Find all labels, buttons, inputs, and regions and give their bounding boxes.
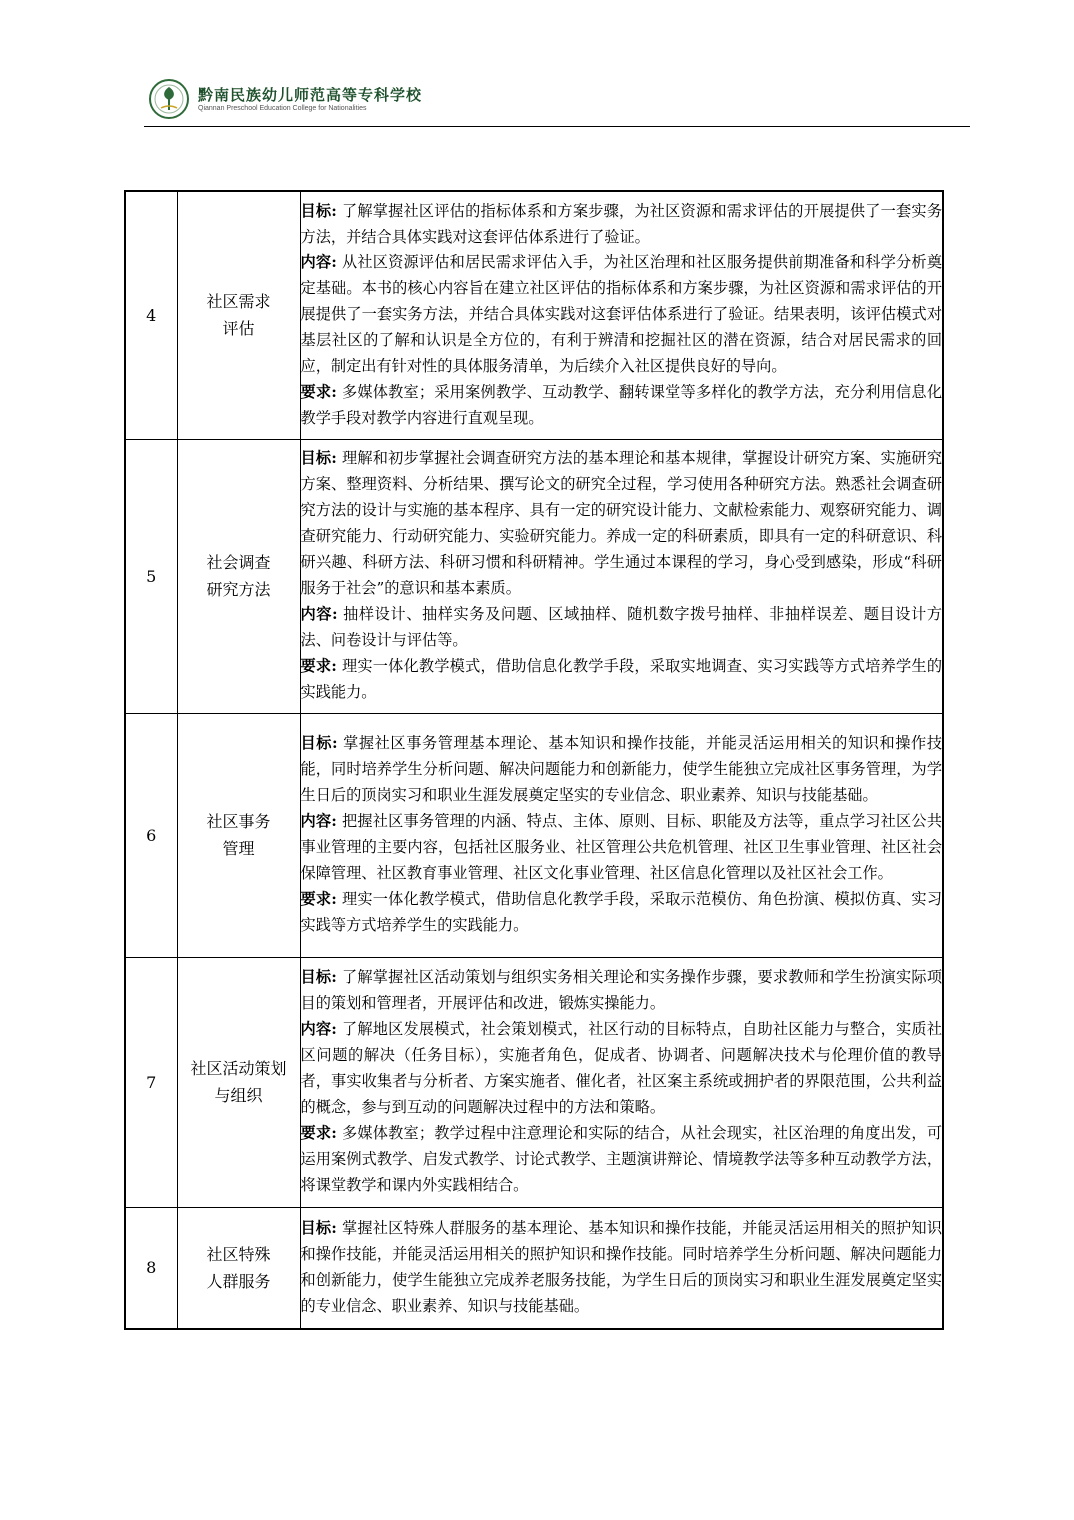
requirement-paragraph — [301, 887, 943, 939]
goal-text: 了解掌握社区活动策划与组织实务相关理论和实务操作步骤，要求教师和学生扮演实际项目的策划和管理者，开展评估和改进，锻炼实操能力。 — [300, 968, 943, 1013]
goal-paragraph — [301, 446, 943, 601]
course-name-line: 社区特殊 — [206, 1244, 271, 1264]
goal-text: 理解和初步掌握社会调查研究方法的基本理论和基本规律，掌握设计研究方案、实施研究方案、整理资料、分析结果、撰写论文的研究全过程，学习使用各种研究方法。熟悉社会调查研究方法的设计与实施的基本程序、具有一定的研究设计能力、文献检索能力、观察研究能力、调查研究能力、行动研究能力、实验研究能力。养成一定的科研素质，即具有一定的科研意识、科研兴趣、科研方法、科研习惯和科研精神。学生通过本课程的学习，身心受到感染，形成“科研服务于社会”的意识和基本素质。 — [300, 449, 943, 597]
course-number: 5 — [125, 439, 177, 713]
course-name-line: 人群服务 — [206, 1271, 271, 1291]
goal-paragraph — [301, 1216, 943, 1320]
page-header — [148, 78, 974, 126]
course-name-line: 与组织 — [214, 1086, 263, 1105]
course-description — [300, 439, 943, 713]
content-label: 内容: — [300, 1020, 337, 1039]
requirement-paragraph — [301, 654, 943, 706]
course-name — [177, 1207, 300, 1329]
course-number: 7 — [125, 957, 177, 1207]
content-paragraph — [301, 809, 943, 887]
requirement-paragraph — [301, 1121, 943, 1199]
goal-label: 目标: — [300, 1218, 337, 1237]
goal-label: 目标: — [300, 449, 337, 468]
content-paragraph — [301, 602, 943, 654]
requirement-label: 要求: — [300, 889, 337, 908]
table-row — [125, 1207, 943, 1329]
school-name-english: Qiannan Preschool Education College for Nationalities — [198, 105, 367, 112]
goal-label: 目标: — [300, 734, 338, 753]
course-table — [124, 190, 944, 1330]
requirement-label: 要求: — [300, 656, 337, 675]
course-name-line: 社区事务 — [206, 812, 271, 831]
goal-paragraph — [301, 965, 943, 1017]
goal-text: 掌握社区特殊人群服务的基本理论、基本知识和操作技能，并能灵活运用相关的照护知识和操作技能，并能灵活运用相关的照护知识和操作技能。同时培养学生分析问题、解决问题能力和创新能力，使学生能独立完成养老服务技能，为学生日后的顶岗实习和职业生涯发展奠定坚实的专业信念、职业素养、知识与技能基础。 — [300, 1218, 943, 1315]
table-row — [125, 439, 943, 713]
course-name — [177, 439, 300, 713]
course-name-line: 研究方法 — [206, 580, 271, 599]
course-description — [300, 957, 943, 1207]
table-row — [125, 713, 943, 957]
content-label: 内容: — [300, 812, 337, 831]
content-text: 从社区资源评估和居民需求评估入手，为社区治理和社区服务提供前期准备和科学分析奠定基础。本书的核心内容旨在建立社区评估的指标体系和方案步骤，为社区资源和需求评估的开展提供了一套实务方法，并结合具体实践对这套评估体系进行了验证。结果表明，该评估模式对基层社区的了解和认识是全方位的，有利于辨清和挖掘社区的潜在资源，结合对居民需求的回应，制定出有针对性的具体服务清单，为后续介入社区提供良好的导向。 — [300, 253, 943, 376]
course-name — [177, 957, 300, 1207]
course-number: 4 — [125, 191, 177, 439]
course-name — [177, 713, 300, 957]
requirement-label: 要求: — [300, 383, 337, 402]
course-name-line: 社区需求 — [206, 292, 271, 312]
header-divider — [144, 126, 970, 127]
goal-text: 掌握社区事务管理基本理论、基本知识和操作技能，并能灵活运用相关的知识和操作技能，同时培养学生分析问题、解决问题能力和创新能力，使学生能独立完成社区事务管理，为学生日后的顶岗实习和职业生涯发展奠定坚实的专业信念、职业素养、知识与技能基础。 — [300, 734, 943, 805]
goal-label: 目标: — [300, 968, 337, 987]
course-name-line: 管理 — [222, 839, 255, 858]
content-paragraph — [301, 250, 943, 380]
requirement-paragraph — [301, 380, 943, 432]
table-row — [125, 957, 943, 1207]
content-text: 了解地区发展模式，社会策划模式，社区行动的目标特点，自助社区能力与整合，实质社区问题的解决（任务目标），实施者角色，促成者、协调者、问题解决技术与伦理价值的教导者，事实收集者与分析者、方案实施者、催化者，社区案主系统或拥护者的界限范围，公共利益的概念，参与到互动的问题解决过程中的方法和策略。 — [300, 1020, 943, 1116]
requirement-text: 理实一体化教学模式，借助信息化教学手段，采取实地调查、实习实践等方式培养学生的实践能力。 — [300, 656, 943, 701]
content-label: 内容: — [300, 604, 338, 623]
course-name-line: 社区活动策划 — [190, 1059, 287, 1078]
school-emblem-icon — [148, 78, 190, 120]
requirement-text: 理实一体化教学模式，借助信息化教学手段，采取示范模仿、角色扮演、模拟仿真、实习实践等方式培养学生的实践能力。 — [300, 889, 943, 934]
course-description — [300, 1207, 943, 1329]
goal-label: 目标: — [300, 201, 337, 220]
course-number: 6 — [125, 713, 177, 957]
course-name-line: 评估 — [222, 319, 255, 339]
content-text: 抽样设计、抽样实务及问题、区域抽样、随机数字拨号抽样、非抽样误差、题目设计方法、问卷设计与评估等。 — [300, 604, 943, 649]
course-name-line: 社会调查 — [206, 553, 271, 572]
goal-paragraph — [301, 199, 943, 251]
table-row — [125, 191, 943, 439]
content-label: 内容: — [300, 253, 337, 272]
requirement-text: 多媒体教室；采用案例教学、互动教学、翻转课堂等多样化的教学方法，充分利用信息化教学手段对教学内容进行直观呈现。 — [300, 383, 943, 427]
requirement-text: 多媒体教室；教学过程中注意理论和实际的结合，从社会现实，社区治理的角度出发，可运用案例式教学、启发式教学、讨论式教学、主题演讲辩论、情境教学法等多种互动教学方法，将课堂教学和课内外实践相结合。 — [300, 1123, 943, 1194]
course-description — [300, 191, 943, 439]
goal-paragraph — [301, 731, 943, 809]
course-number: 8 — [125, 1207, 177, 1329]
content-text: 把握社区事务管理的内涵、特点、主体、原则、目标、职能及方法等，重点学习社区公共事业管理的主要内容，包括社区服务业、社区管理公共危机管理、社区卫生事业管理、社区社会保障管理、社区教育事业管理、社区文化事业管理、社区信息化管理以及社区社会工作。 — [300, 812, 943, 882]
content-paragraph — [301, 1017, 943, 1121]
goal-text: 了解掌握社区评估的指标体系和方案步骤，为社区资源和需求评估的开展提供了一套实务方法，并结合具体实践对这套评估体系进行了验证。 — [300, 201, 943, 246]
course-description — [300, 713, 943, 957]
requirement-label: 要求: — [300, 1123, 337, 1142]
school-name: 黔南民族幼儿师范高等专科学校 — [198, 86, 423, 104]
course-name — [177, 191, 300, 439]
